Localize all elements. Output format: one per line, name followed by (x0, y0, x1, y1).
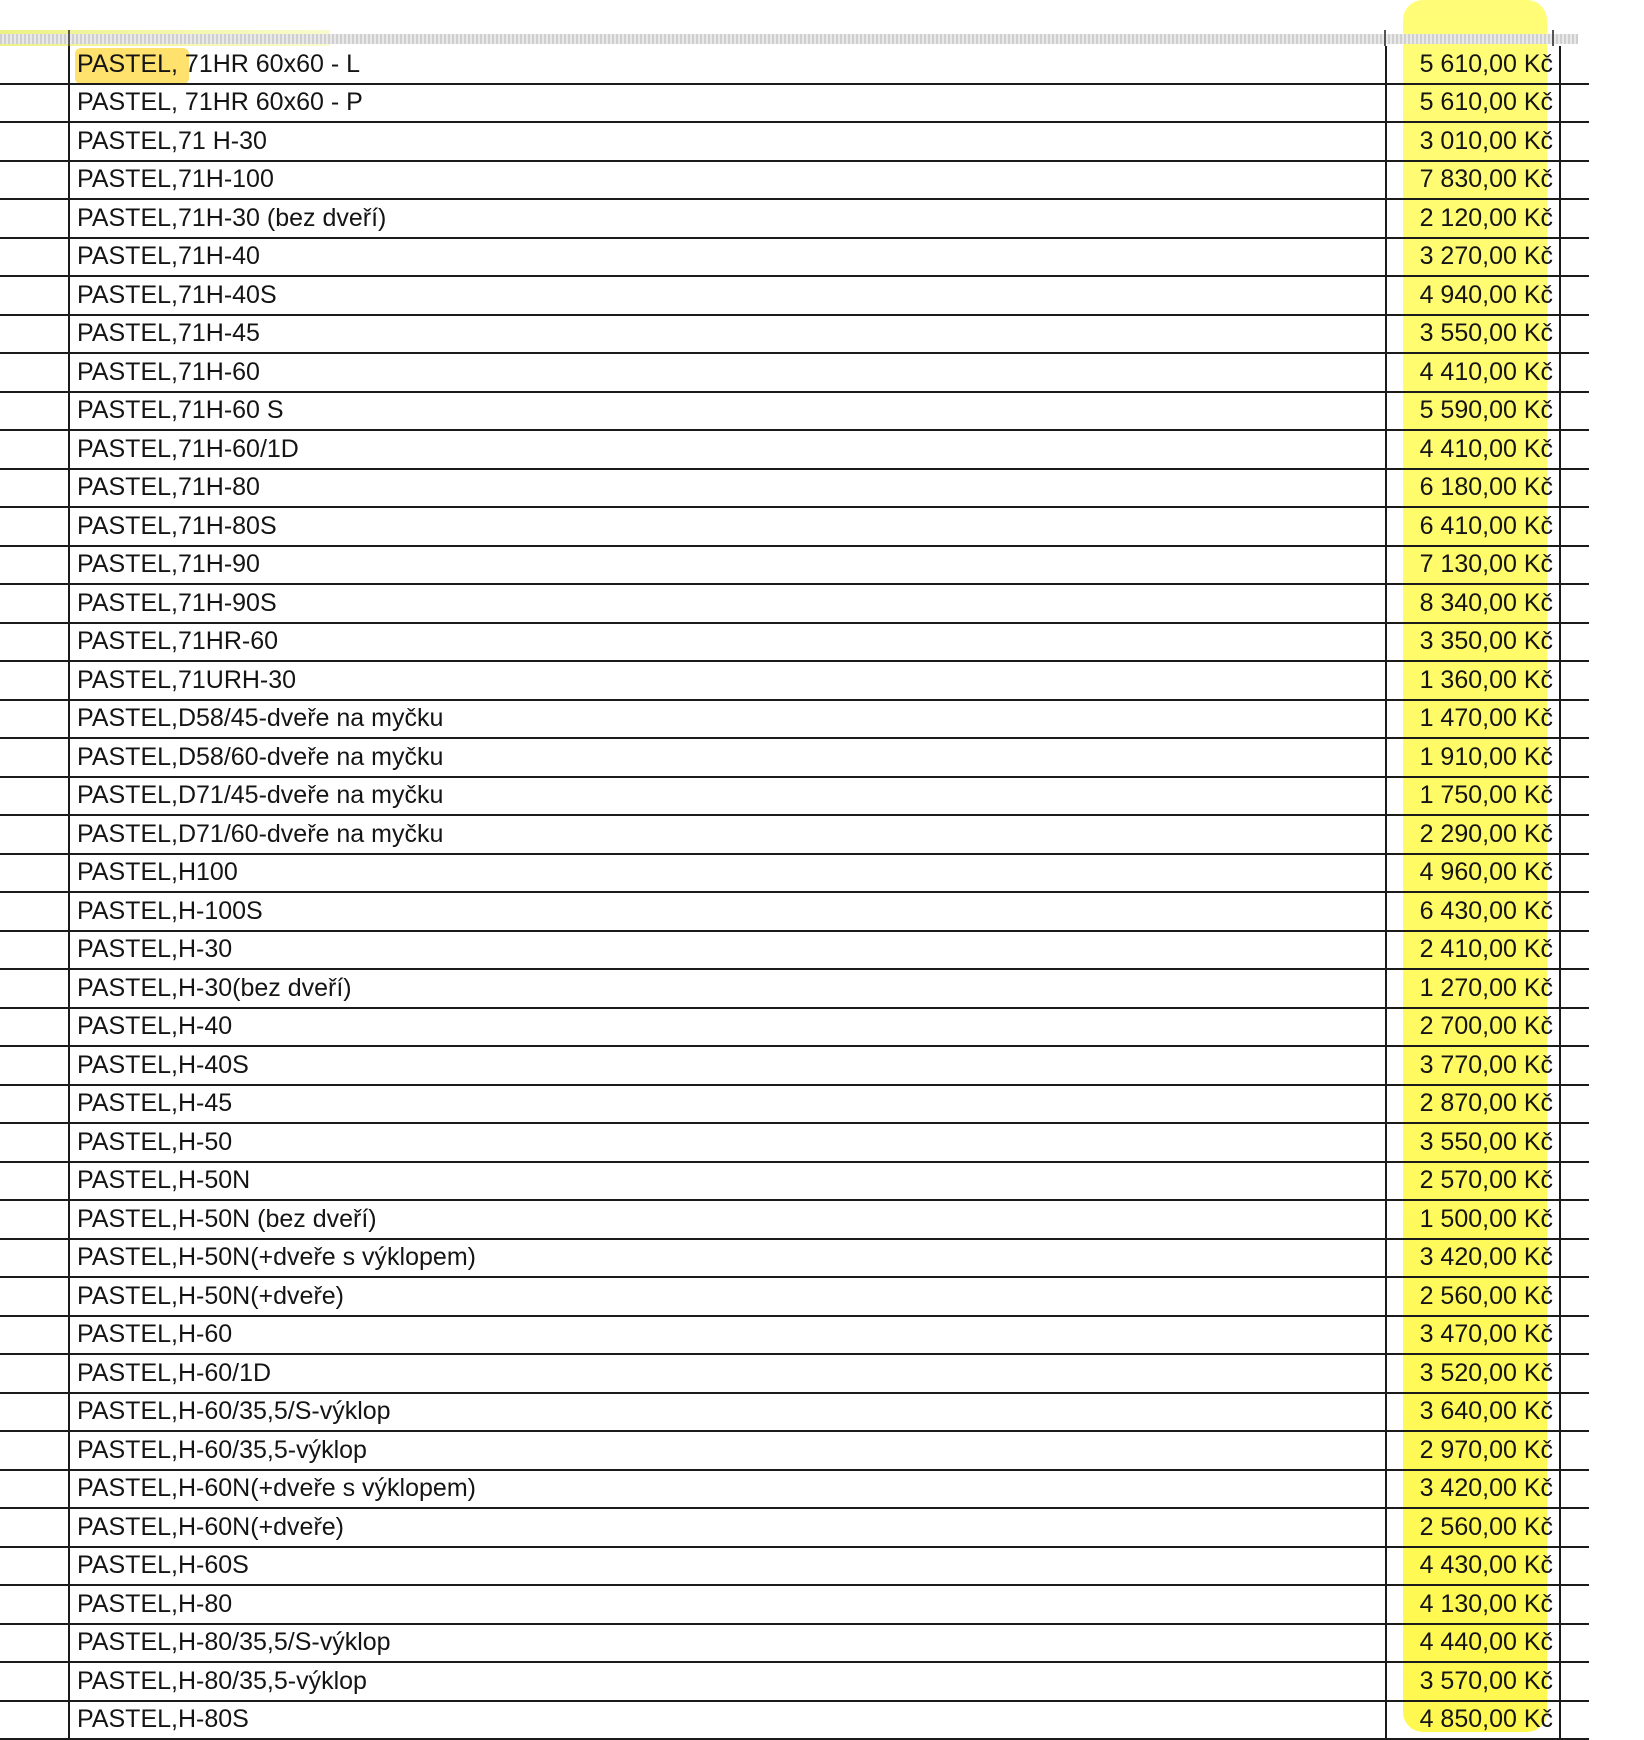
row-index-cell (0, 315, 69, 354)
row-index-cell (0, 1624, 69, 1663)
row-index-cell (0, 1200, 69, 1239)
row-index-cell (0, 1508, 69, 1547)
product-name-cell: PASTEL,H-80/35,5/S-výklop (69, 1624, 1386, 1663)
column-divider-top (1384, 30, 1386, 46)
price-cell: 6 410,00 Kč (1386, 507, 1560, 546)
table-row (0, 931, 1589, 970)
product-name-cell: PASTEL,H-80S (69, 1701, 1386, 1740)
product-name-cell: PASTEL,H-60/35,5-výklop (69, 1431, 1386, 1470)
product-name-cell: PASTEL,H-50 (69, 1123, 1386, 1162)
row-index-cell (0, 46, 69, 84)
table-row (0, 1624, 1589, 1663)
row-index-cell (0, 1662, 69, 1701)
table-row (0, 854, 1589, 893)
table-row (0, 700, 1589, 739)
price-cell: 4 850,00 Kč (1386, 1701, 1560, 1740)
row-index-cell (0, 1470, 69, 1509)
price-cell: 3 550,00 Kč (1386, 315, 1560, 354)
trailing-cell (1560, 546, 1589, 585)
top-header-band (0, 34, 1578, 44)
table-row (0, 815, 1589, 854)
price-cell: 2 560,00 Kč (1386, 1277, 1560, 1316)
price-cell: 3 420,00 Kč (1386, 1470, 1560, 1509)
trailing-cell (1560, 700, 1589, 739)
trailing-cell (1560, 469, 1589, 508)
product-name-cell: PASTEL,D58/60-dveře na myčku (69, 738, 1386, 777)
column-divider-top (1552, 30, 1554, 46)
product-name-cell: PASTEL,71H-80S (69, 507, 1386, 546)
table-row (0, 777, 1589, 816)
product-name-cell: PASTEL,71H-60 (69, 353, 1386, 392)
product-name-cell: PASTEL,71H-100 (69, 161, 1386, 200)
table-row (0, 1470, 1589, 1509)
product-name-cell: PASTEL,71H-30 (bez dveří) (69, 199, 1386, 238)
trailing-cell (1560, 931, 1589, 970)
price-cell: 4 940,00 Kč (1386, 276, 1560, 315)
price-cell: 3 570,00 Kč (1386, 1662, 1560, 1701)
trailing-cell (1560, 199, 1589, 238)
row-index-cell (0, 1393, 69, 1432)
product-name-cell: PASTEL,71H-60/1D (69, 430, 1386, 469)
row-index-cell (0, 1162, 69, 1201)
table-row (0, 1662, 1589, 1701)
trailing-cell (1560, 815, 1589, 854)
price-cell: 4 130,00 Kč (1386, 1585, 1560, 1624)
row-index-cell (0, 892, 69, 931)
price-cell: 2 410,00 Kč (1386, 931, 1560, 970)
trailing-cell (1560, 122, 1589, 161)
product-name-cell: PASTEL,71H-90S (69, 584, 1386, 623)
row-index-cell (0, 738, 69, 777)
row-index-cell (0, 1277, 69, 1316)
price-cell: 6 180,00 Kč (1386, 469, 1560, 508)
table-row (0, 1123, 1589, 1162)
trailing-cell (1560, 276, 1589, 315)
trailing-cell (1560, 1046, 1589, 1085)
trailing-cell (1560, 854, 1589, 893)
table-row (0, 969, 1589, 1008)
product-name-cell: PASTEL,H-60 (69, 1316, 1386, 1355)
row-index-cell (0, 1008, 69, 1047)
price-cell: 1 500,00 Kč (1386, 1200, 1560, 1239)
trailing-cell (1560, 661, 1589, 700)
trailing-cell (1560, 315, 1589, 354)
table-row (0, 1701, 1589, 1740)
price-cell: 3 010,00 Kč (1386, 122, 1560, 161)
trailing-cell (1560, 738, 1589, 777)
table-row (0, 546, 1589, 585)
table-row (0, 1393, 1589, 1432)
price-cell: 4 410,00 Kč (1386, 430, 1560, 469)
row-index-cell (0, 777, 69, 816)
product-name-cell: PASTEL,71H-80 (69, 469, 1386, 508)
price-cell: 4 410,00 Kč (1386, 353, 1560, 392)
price-cell: 3 350,00 Kč (1386, 623, 1560, 662)
product-name-cell: PASTEL,D71/45-dveře na myčku (69, 777, 1386, 816)
price-cell: 3 640,00 Kč (1386, 1393, 1560, 1432)
price-cell: 3 550,00 Kč (1386, 1123, 1560, 1162)
table-row (0, 469, 1589, 508)
table-row (0, 1585, 1589, 1624)
row-index-cell (0, 276, 69, 315)
table-row (0, 276, 1589, 315)
row-index-cell (0, 161, 69, 200)
price-cell: 5 590,00 Kč (1386, 392, 1560, 431)
table-row (0, 507, 1589, 546)
trailing-cell (1560, 46, 1589, 84)
table-row (0, 315, 1589, 354)
table-row (0, 1008, 1589, 1047)
trailing-cell (1560, 1200, 1589, 1239)
price-cell: 6 430,00 Kč (1386, 892, 1560, 931)
trailing-cell (1560, 1585, 1589, 1624)
table-row (0, 661, 1589, 700)
product-name-cell: PASTEL,H-45 (69, 1085, 1386, 1124)
table-row (0, 353, 1589, 392)
trailing-cell (1560, 353, 1589, 392)
price-cell: 5 610,00 Kč (1386, 84, 1560, 123)
row-index-cell (0, 931, 69, 970)
trailing-cell (1560, 1123, 1589, 1162)
trailing-cell (1560, 1470, 1589, 1509)
row-index-cell (0, 199, 69, 238)
column-divider-top (68, 30, 70, 46)
row-index-cell (0, 238, 69, 277)
product-name-cell: PASTEL,71URH-30 (69, 661, 1386, 700)
trailing-cell (1560, 1431, 1589, 1470)
trailing-cell (1560, 584, 1589, 623)
table-row (0, 1277, 1589, 1316)
trailing-cell (1560, 1508, 1589, 1547)
row-index-cell (0, 854, 69, 893)
trailing-cell (1560, 623, 1589, 662)
price-cell: 2 970,00 Kč (1386, 1431, 1560, 1470)
row-index-cell (0, 546, 69, 585)
product-name-cell: PASTEL,H-40 (69, 1008, 1386, 1047)
trailing-cell (1560, 1316, 1589, 1355)
table-row (0, 430, 1589, 469)
product-name-cell: PASTEL, 71HR 60x60 - L (69, 46, 1386, 84)
row-index-cell (0, 969, 69, 1008)
price-cell: 3 470,00 Kč (1386, 1316, 1560, 1355)
price-cell: 4 440,00 Kč (1386, 1624, 1560, 1663)
trailing-cell (1560, 892, 1589, 931)
product-name-cell: PASTEL,H-60N(+dveře s výklopem) (69, 1470, 1386, 1509)
product-name-cell: PASTEL,H-60/35,5/S-výklop (69, 1393, 1386, 1432)
product-name-cell: PASTEL,H-40S (69, 1046, 1386, 1085)
price-cell: 1 360,00 Kč (1386, 661, 1560, 700)
price-cell: 2 700,00 Kč (1386, 1008, 1560, 1047)
price-cell: 1 750,00 Kč (1386, 777, 1560, 816)
trailing-cell (1560, 1624, 1589, 1663)
row-index-cell (0, 815, 69, 854)
table-row (0, 1354, 1589, 1393)
row-index-cell (0, 700, 69, 739)
row-index-cell (0, 1085, 69, 1124)
trailing-cell (1560, 969, 1589, 1008)
trailing-cell (1560, 430, 1589, 469)
trailing-cell (1560, 1008, 1589, 1047)
product-name-cell: PASTEL,71H-45 (69, 315, 1386, 354)
row-index-cell (0, 1239, 69, 1278)
row-index-cell (0, 1354, 69, 1393)
trailing-cell (1560, 84, 1589, 123)
table-row (0, 199, 1589, 238)
product-name-cell: PASTEL,D58/45-dveře na myčku (69, 700, 1386, 739)
trailing-cell (1560, 1354, 1589, 1393)
trailing-cell (1560, 392, 1589, 431)
table-row (0, 392, 1589, 431)
price-cell: 1 910,00 Kč (1386, 738, 1560, 777)
price-cell: 4 430,00 Kč (1386, 1547, 1560, 1586)
trailing-cell (1560, 1085, 1589, 1124)
row-index-cell (0, 353, 69, 392)
price-cell: 2 570,00 Kč (1386, 1162, 1560, 1201)
table-row (0, 1085, 1589, 1124)
product-name-cell: PASTEL,H-50N(+dveře) (69, 1277, 1386, 1316)
product-name-cell: PASTEL,71H-40S (69, 276, 1386, 315)
product-name-cell: PASTEL,H-50N (bez dveří) (69, 1200, 1386, 1239)
table-row (0, 1508, 1589, 1547)
product-name-cell: PASTEL,H-30 (69, 931, 1386, 970)
trailing-cell (1560, 507, 1589, 546)
trailing-cell (1560, 1162, 1589, 1201)
price-cell: 5 610,00 Kč (1386, 46, 1560, 84)
product-name-cell: PASTEL,71 H-30 (69, 122, 1386, 161)
table-row (0, 584, 1589, 623)
row-index-cell (0, 392, 69, 431)
table-row (0, 738, 1589, 777)
price-cell: 1 270,00 Kč (1386, 969, 1560, 1008)
row-index-cell (0, 1547, 69, 1586)
table-row (0, 1431, 1589, 1470)
price-table (0, 46, 1589, 1740)
price-cell: 3 420,00 Kč (1386, 1239, 1560, 1278)
product-name-cell: PASTEL,71H-60 S (69, 392, 1386, 431)
product-name-cell: PASTEL,H-50N (69, 1162, 1386, 1201)
table-row (0, 1316, 1589, 1355)
price-cell: 8 340,00 Kč (1386, 584, 1560, 623)
row-index-cell (0, 1431, 69, 1470)
table-row (0, 1239, 1589, 1278)
trailing-cell (1560, 1701, 1589, 1740)
price-cell: 4 960,00 Kč (1386, 854, 1560, 893)
trailing-cell (1560, 1547, 1589, 1586)
row-index-cell (0, 430, 69, 469)
row-index-cell (0, 122, 69, 161)
row-index-cell (0, 661, 69, 700)
product-name-cell: PASTEL,71H-40 (69, 238, 1386, 277)
product-name-cell: PASTEL,H-80 (69, 1585, 1386, 1624)
row-index-cell (0, 1123, 69, 1162)
row-index-cell (0, 84, 69, 123)
product-name-cell: PASTEL,D71/60-dveře na myčku (69, 815, 1386, 854)
product-name-cell: PASTEL, 71HR 60x60 - P (69, 84, 1386, 123)
row-index-cell (0, 623, 69, 662)
trailing-cell (1560, 161, 1589, 200)
product-name-cell: PASTEL,H100 (69, 854, 1386, 893)
table-row (0, 161, 1589, 200)
row-index-cell (0, 584, 69, 623)
product-name-cell: PASTEL,H-80/35,5-výklop (69, 1662, 1386, 1701)
table-row (0, 1162, 1589, 1201)
price-cell: 2 290,00 Kč (1386, 815, 1560, 854)
trailing-cell (1560, 777, 1589, 816)
row-index-cell (0, 1585, 69, 1624)
product-name-cell: PASTEL,71HR-60 (69, 623, 1386, 662)
price-cell: 1 470,00 Kč (1386, 700, 1560, 739)
trailing-cell (1560, 1277, 1589, 1316)
table-row (0, 122, 1589, 161)
price-cell: 2 870,00 Kč (1386, 1085, 1560, 1124)
price-cell: 3 270,00 Kč (1386, 238, 1560, 277)
row-index-cell (0, 1701, 69, 1740)
price-cell: 7 830,00 Kč (1386, 161, 1560, 200)
price-cell: 2 560,00 Kč (1386, 1508, 1560, 1547)
price-cell: 3 520,00 Kč (1386, 1354, 1560, 1393)
price-cell: 2 120,00 Kč (1386, 199, 1560, 238)
table-row (0, 623, 1589, 662)
product-name-cell: PASTEL,H-100S (69, 892, 1386, 931)
table-row (0, 238, 1589, 277)
table-row (0, 892, 1589, 931)
product-name-cell: PASTEL,71H-90 (69, 546, 1386, 585)
product-name-cell: PASTEL,H-50N(+dveře s výklopem) (69, 1239, 1386, 1278)
row-index-cell (0, 1046, 69, 1085)
trailing-cell (1560, 1662, 1589, 1701)
price-cell: 3 770,00 Kč (1386, 1046, 1560, 1085)
product-name-cell: PASTEL,H-60S (69, 1547, 1386, 1586)
row-index-cell (0, 507, 69, 546)
trailing-cell (1560, 1239, 1589, 1278)
row-index-cell (0, 469, 69, 508)
price-table-body (0, 46, 1589, 1739)
price-cell: 7 130,00 Kč (1386, 546, 1560, 585)
row-index-cell (0, 1316, 69, 1355)
table-row (0, 1046, 1589, 1085)
table-row (0, 84, 1589, 123)
product-name-cell: PASTEL,H-30(bez dveří) (69, 969, 1386, 1008)
product-name-cell: PASTEL,H-60/1D (69, 1354, 1386, 1393)
trailing-cell (1560, 238, 1589, 277)
product-name-cell: PASTEL,H-60N(+dveře) (69, 1508, 1386, 1547)
table-row (0, 1200, 1589, 1239)
trailing-cell (1560, 1393, 1589, 1432)
table-row (0, 1547, 1589, 1586)
table-row (0, 46, 1589, 84)
